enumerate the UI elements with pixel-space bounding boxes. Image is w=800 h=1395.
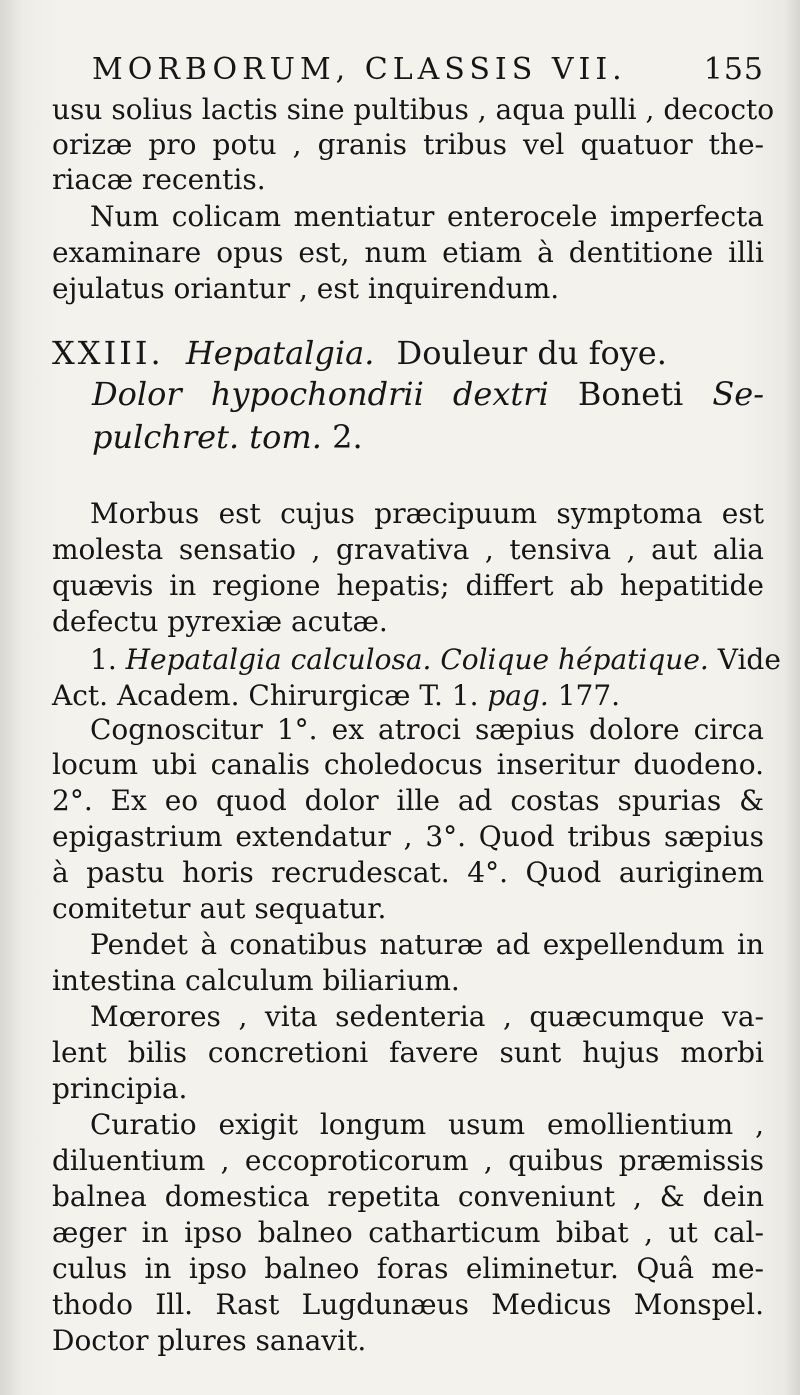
text-line: molesta sensatio , gravativa , tensiva , aut alia <box>52 533 764 566</box>
running-head-title: MORBORUM, CLASSIS VII. <box>92 52 627 87</box>
text-line: Cognoscitur 1°. ex atroci sæpius dolore circa <box>90 713 764 746</box>
text-line: Pendet à conatibus naturæ ad expellendum in <box>90 928 764 961</box>
text-line: epigastrium extendatur , 3°. Quod tribus sæpius <box>52 820 764 853</box>
text-line: principia. <box>52 1072 188 1105</box>
reference-page: 177. <box>557 679 621 712</box>
heading-italic-text: Dolor hypochondrii dextri <box>92 375 549 413</box>
text-line: diluentium , eccoproticorum , quibus præmissis <box>52 1144 764 1177</box>
text-line: ejulatus oriantur , est inquirendum. <box>52 272 560 305</box>
heading-italic-text: Se- <box>712 375 765 413</box>
heading-italic-text: pulchret. tom. <box>92 418 322 456</box>
running-head <box>92 52 772 87</box>
text-line: Num colicam mentiatur enterocele imperfecta <box>90 200 764 233</box>
disease-french-name: Douleur du foye. <box>396 334 667 372</box>
species-number: 1. <box>90 643 117 676</box>
text-line: comitetur aut sequatur. <box>52 892 387 925</box>
heading-line-2 <box>92 374 764 414</box>
text-line: Curatio exigit longum usum emollientium , <box>90 1108 764 1141</box>
text-line: riacæ recentis. <box>52 163 266 196</box>
text-line: à pastu horis recrudescat. 4°. Quod auriginem <box>52 856 764 889</box>
species-reference: Vide <box>717 643 781 676</box>
text-line: quævis in regione hepatis; differt ab hepatitide <box>52 569 764 602</box>
page-number: 155 <box>703 52 764 87</box>
text-line: lent bilis concretioni favere sunt hujus morbi <box>52 1036 764 1069</box>
species-name: Hepatalgia calculosa. Colique hépatique. <box>125 643 709 676</box>
section-number: XXIII. <box>52 334 164 372</box>
reference-text: Act. Academ. Chirurgicæ T. 1. <box>52 679 479 712</box>
text-line: Doctor plures sanavit. <box>52 1324 367 1357</box>
text-line: culus in ipso balneo foras eliminetur. Quâ me- <box>52 1252 764 1285</box>
disease-latin-name: Hepatalgia. <box>185 334 375 372</box>
heading-volume: 2. <box>332 418 363 456</box>
text-line: Mœrores , vita sedenteria , quæcumque va- <box>90 1000 764 1033</box>
species-line <box>90 643 781 677</box>
text-line: æger in ipso balneo catharticum bibat , ut cal- <box>52 1216 764 1249</box>
heading-author: Boneti <box>577 375 684 413</box>
text-line: Morbus est cujus præcipuum symptoma est <box>90 497 764 530</box>
text-line: intestina calculum biliarium. <box>52 964 460 997</box>
text-line: thodo Ill. Rast Lugdunæus Medicus Monspel. <box>52 1288 764 1321</box>
text-line: locum ubi canalis choledocus inseritur duodeno. <box>52 748 764 781</box>
text-line: orizæ pro potu , granis tribus vel quatuor the- <box>52 128 764 161</box>
text-line: usu solius lactis sine pultibus , aqua pulli , decocto <box>52 93 775 126</box>
text-line: 2°. Ex eo quod dolor ille ad costas spurias & <box>52 784 764 817</box>
heading-line-3 <box>92 417 363 457</box>
section-heading <box>52 333 764 373</box>
text-line: defectu pyrexiæ acutæ. <box>52 605 388 638</box>
text-line: balnea domestica repetita conveniunt , & dein <box>52 1180 764 1213</box>
reference-italic: pag. <box>487 679 549 712</box>
species-reference-line <box>52 679 764 713</box>
text-line: examinare opus est, num etiam à dentitione illi <box>52 236 764 269</box>
